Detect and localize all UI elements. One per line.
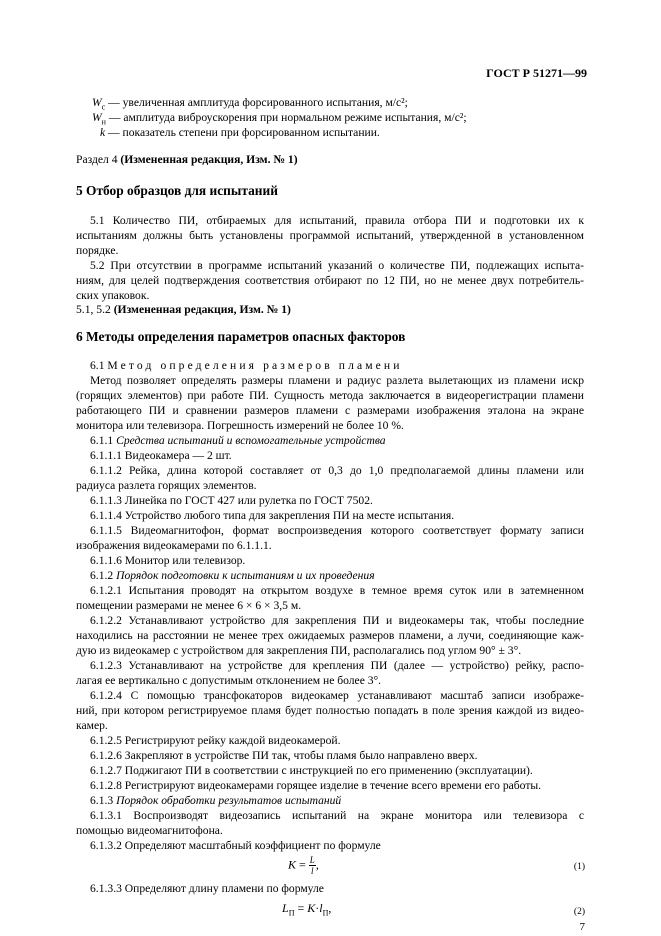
item-6-1-2-6: 6.1.2.6 Закрепляют в устройстве ПИ так, чтобы пламя было направлено вверх. <box>90 749 478 762</box>
equation-number-1: (1) <box>573 862 585 872</box>
item-6-1-2-4: ний, при котором регистрируемое пламя будет полностью попадать в поле зрения каждой из видео- <box>76 704 584 717</box>
subsection-6-1-3: 6.1.3 Порядок обработки результатов испытаний <box>90 794 342 807</box>
para-5-1: порядке. <box>76 244 119 257</box>
item-6-1-1-6: 6.1.1.6 Монитор или телевизор. <box>90 554 246 567</box>
para-5-1: 5.1 Количество ПИ, отбираемых для испытаний, правила отбора ПИ и подготовки их к <box>90 214 584 227</box>
item-6-1-3-1: помощью видеомагнитофона. <box>76 824 223 837</box>
formula-2: $L_П = K\cdot l_П$, <box>282 901 332 918</box>
subsection-6-1-2: 6.1.2 Порядок подготовки к испытаниям и их проведения <box>90 569 375 582</box>
amendment-note: Раздел 4 (Измененная редакция, Изм. № 1) <box>76 153 298 166</box>
method-intro: работающего ПИ и сравнении размеров пламени с размерами изображения эталона на экране <box>76 404 584 417</box>
equation-number-2: (2) <box>573 907 585 917</box>
amendment-note: 5.1, 5.2 (Измененная редакция, Изм. № 1) <box>76 303 291 316</box>
item-6-1-2-2: дую из видеокамер с устройством для закрепления ПИ, располагались под углом 90° ± 3°. <box>76 644 522 657</box>
item-6-1-1-1: 6.1.1.1 Видеокамера — 2 шт. <box>90 449 232 462</box>
item-6-1-1-4: 6.1.1.4 Устройство любого типа для закрепления ПИ на месте испытания. <box>90 509 455 522</box>
item-6-1-3-1: 6.1.3.1 Воспроизводят видеозапись испытаний на экране монитора или телевизора с <box>90 809 584 822</box>
formula-1: K = $\frac{L}{l}$ , <box>288 855 319 876</box>
item-6-1-2-8: 6.1.2.8 Регистрируют видеокамерами горящее изделие в течение всего времени его работы. <box>90 779 542 792</box>
para-5-2: 5.2 При отсутствии в программе испытаний указаний о количестве ПИ, подлежащих испыта- <box>90 259 584 272</box>
definition-wc: $W_c$ — увеличенная амплитуда форсированного испытания, м/с²; <box>92 96 408 112</box>
method-intro: (горящих элементов) при работе ПИ. Сущность метода заключается в видеорегистрации пламени <box>76 389 584 402</box>
item-6-1-3-3: 6.1.3.3 Определяют длину пламени по формуле <box>90 882 324 895</box>
item-6-1-2-2: находились на расстоянии не менее трех ожидаемых размеров пламени, а лучи, соединяющие каж- <box>76 629 584 642</box>
item-6-1-2-1: 6.1.2.1 Испытания проводят на открытом воздухе в темное время суток или в затемненном <box>90 584 584 597</box>
para-5-2: ниям, для целей подтверждения соответствия отбирают по 12 ПИ, но не менее двух потребитель- <box>76 274 584 287</box>
item-6-1-3-2: 6.1.3.2 Определяют масштабный коэффициент по формуле <box>90 839 381 852</box>
definition-wn: $W_н$ — амплитуда виброускорения при нормальном режиме испытания, м/с²; <box>92 111 467 127</box>
item-6-1-1-3: 6.1.1.3 Линейка по ГОСТ 427 или рулетка по ГОСТ 7502. <box>90 494 373 507</box>
method-6-1-heading: 6.1 Метод определения размеров пламени <box>90 359 403 372</box>
method-intro: Метод позволяет определять размеры пламени и радиус разлета вылетающих из пламени искр <box>90 374 584 387</box>
item-6-1-1-2: радиуса разлета горящих элементов. <box>76 479 257 492</box>
para-5-2: ских упаковок. <box>76 289 150 302</box>
item-6-1-2-3: 6.1.2.3 Устанавливают на устройстве для крепления ПИ (далее — устройство) рейку, распо- <box>90 659 584 672</box>
item-6-1-1-5: 6.1.1.5 Видеомагнитофон, формат воспроизведения которого соответствует формату записи <box>90 524 584 537</box>
item-6-1-1-2: 6.1.1.2 Рейка, длина которой составляет от 0,3 до 1,0 предполагаемой длины пламени или <box>90 464 584 477</box>
standard-header: ГОСТ Р 51271—99 <box>486 66 587 80</box>
subsection-6-1-1: 6.1.1 Средства испытаний и вспомогательные устройства <box>90 434 386 447</box>
section-5-heading: 5 Отбор образцов для испытаний <box>76 183 278 198</box>
page-number: 7 <box>579 921 585 933</box>
item-6-1-2-4: 6.1.2.4 С помощью трансфокаторов видеокамер устанавливают масштаб записи изображе- <box>90 689 584 702</box>
item-6-1-2-2: 6.1.2.2 Устанавливают устройство для закрепления ПИ и видеокамеры так, чтобы последние <box>90 614 584 627</box>
item-6-1-2-1: помещении размерами не менее 6 × 6 × 3,5 м. <box>76 599 302 612</box>
para-5-1: испытаниям должны быть установлены программой испытаний, утвержденной в установленном <box>76 229 584 242</box>
section-6-heading: 6 Методы определения параметров опасных факторов <box>76 329 406 344</box>
item-6-1-2-4: камер. <box>76 719 108 732</box>
item-6-1-2-3: лагая ее вертикально с допустимым отклонением не более 3°. <box>76 674 382 687</box>
item-6-1-1-5: изображения видеокамерами по 6.1.1.1. <box>76 539 272 552</box>
item-6-1-2-5: 6.1.2.5 Регистрируют рейку каждой видеокамерой. <box>90 734 341 747</box>
definition-k: k — показатель степени при форсированном испытании. <box>100 126 380 139</box>
method-intro: монитора или телевизора. Погрешность измерений не более 10 %. <box>76 419 404 432</box>
item-6-1-2-7: 6.1.2.7 Поджигают ПИ в соответствии с инструкцией по его применению (эксплуатации). <box>90 764 533 777</box>
